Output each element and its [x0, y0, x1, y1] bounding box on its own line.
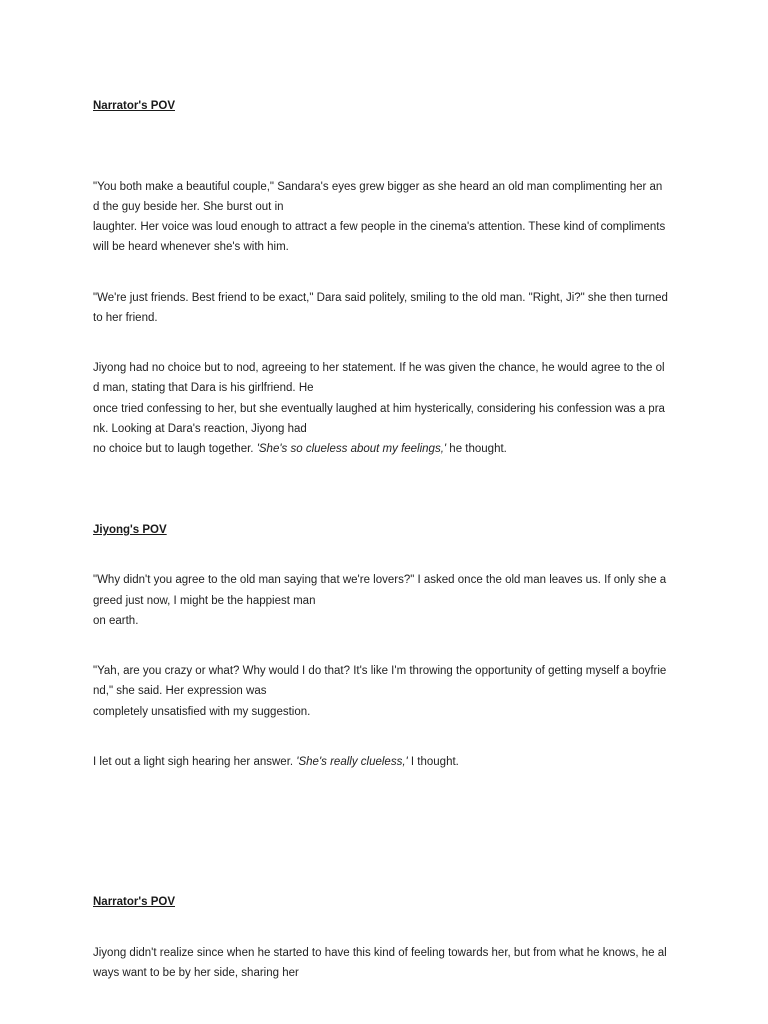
text-line: completely unsatisfied with my suggestion. [93, 706, 311, 718]
text-line: will be heard whenever she's with him. [93, 241, 289, 253]
italic-thought: 'She's so clueless about my feelings,' [256, 443, 447, 455]
text-line: "We're just friends. Best friend to be exact," Dara said politely, smiling to the old man. "Right, Ji?" she then turned [93, 292, 668, 304]
text-line: ways want to be by her side, sharing her [93, 967, 299, 979]
text-line: laughter. Her voice was loud enough to attract a few people in the cinema's attention. These kind of compliments [93, 221, 666, 233]
text-line: on earth. [93, 615, 139, 627]
text-run: I thought. [407, 756, 459, 768]
section-heading-narrator-1: Narrator's POV [93, 100, 175, 112]
italic-thought: 'She's really clueless,' [296, 756, 408, 768]
text-line: "You both make a beautiful couple," Sandara's eyes grew bigger as she heard an old man complimenting her an [93, 181, 663, 193]
text-run: he thought. [446, 443, 507, 455]
section-heading-narrator-2: Narrator's POV [93, 896, 175, 908]
text-line: "Why didn't you agree to the old man saying that we're lovers?" I asked once the old man leaves us. If only she a [93, 574, 667, 586]
text-run: no choice but to laugh together. [93, 443, 257, 455]
text-line: Jiyong didn't realize since when he started to have this kind of feeling towards her, but from what he knows, he al [93, 947, 667, 959]
text-line: d man, stating that Dara is his girlfriend. He [93, 382, 314, 394]
text-line: nd," she said. Her expression was [93, 685, 267, 697]
section-heading-jiyong: Jiyong's POV [93, 524, 167, 536]
text-line: "Yah, are you crazy or what? Why would I do that? It's like I'm throwing the opportunity of getting myself a boyfrie [93, 665, 667, 677]
text-line [93, 442, 507, 456]
text-line: Jiyong had no choice but to nod, agreeing to her statement. If he was given the chance, he would agree to the ol [93, 362, 665, 374]
text-run: I let out a light sigh hearing her answer. [93, 756, 297, 768]
text-line [93, 755, 459, 769]
text-line: nk. Looking at Dara's reaction, Jiyong had [93, 423, 307, 435]
text-line: greed just now, I might be the happiest man [93, 595, 316, 607]
text-line: d the guy beside her. She burst out in [93, 201, 284, 213]
text-line: to her friend. [93, 312, 158, 324]
text-line: once tried confessing to her, but she eventually laughed at him hysterically, considering his confession was a pra [93, 403, 665, 415]
